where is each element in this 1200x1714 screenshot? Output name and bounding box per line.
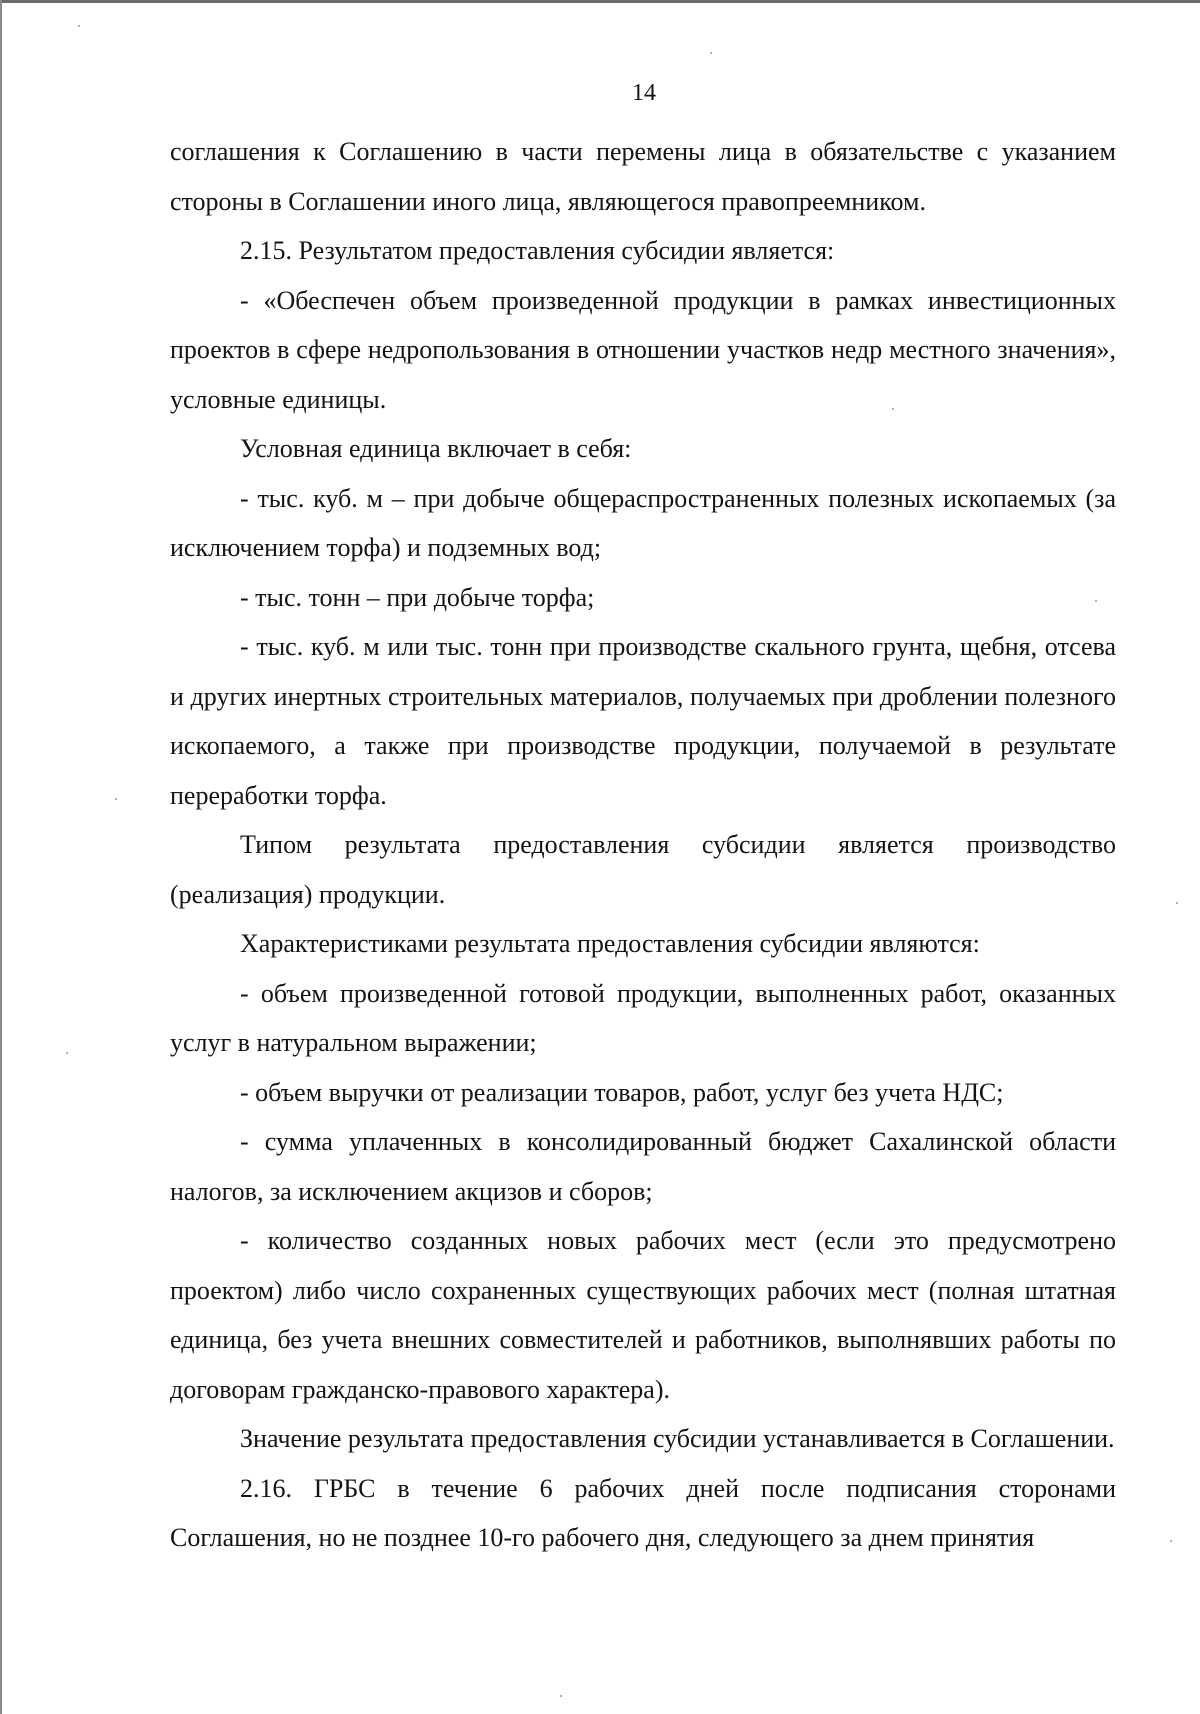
paragraph-8: Типом результата предоставления субсидии является производство (реализация) продукции. (170, 830, 1116, 909)
scan-speck (1095, 600, 1097, 602)
paragraph-1: соглашения к Соглашению в части перемены лица в обязательстве с указанием стороны в Соглашении иного лица, являющегося правопреемником. (170, 137, 1116, 216)
paragraph-13: - количество созданных новых рабочих мест (если это предусмотрено проектом) либо число сохраненных существующих рабочих мест (полная штатная единица, без учета внешних совместителей и работников, выполнявших работы по договорам гражданско-правового характера). (170, 1226, 1116, 1404)
scan-speck (710, 52, 712, 54)
paragraph-2: 2.15. Результатом предоставления субсидии является: (240, 236, 835, 265)
paragraph-15: 2.16. ГРБС в течение 6 рабочих дней после подписания сторонами Соглашения, но не позднее 10-го рабочего дня, следующего за днем принятия (170, 1473, 1116, 1552)
paragraph-6: - тыс. тонн – при добыче торфа; (240, 582, 595, 612)
scan-speck (66, 1052, 68, 1054)
paragraph-14: Значение результата предоставления субсидии устанавливается в Соглашении. (240, 1424, 1115, 1453)
paragraph-10: - объем произведенной готовой продукции, выполненных работ, оказанных услуг в натуральном выражении; (170, 978, 1116, 1057)
scan-speck (560, 1695, 562, 1697)
page-number: 14 (632, 80, 656, 106)
scan-speck (1170, 1540, 1172, 1542)
scan-speck (115, 798, 117, 800)
paragraph-7: - тыс. куб. м или тыс. тонн при производстве скального грунта, щебня, отсева и других инертных строительных материалов, получаемых при дроблении полезного ископаемого, а также при производстве продукции, получаемой в результате переработки торфа. (170, 632, 1116, 810)
scan-top-edge (0, 0, 1200, 3)
paragraph-5: - тыс. куб. м – при добыче общераспространенных полезных ископаемых (за исключением торфа) и подземных вод; (170, 483, 1116, 562)
paragraph-4: Условная единица включает в себя: (240, 434, 632, 463)
paragraph-3: - «Обеспечен объем произведенной продукции в рамках инвестиционных проектов в сфере недропользования в отношении участков недр местного значения», условные единицы. (170, 285, 1116, 414)
paragraph-9: Характеристиками результата предоставления субсидии являются: (240, 929, 980, 958)
paragraph-12: - сумма уплаченных в консолидированный бюджет Сахалинской области налогов, за исключением акцизов и сборов; (170, 1127, 1116, 1206)
scan-speck (1176, 902, 1178, 904)
scan-left-edge (0, 0, 2, 1714)
document-body (170, 127, 1116, 1563)
scan-speck (78, 25, 80, 27)
paragraph-11: - объем выручки от реализации товаров, работ, услуг без учета НДС; (240, 1077, 1004, 1107)
scan-speck (892, 408, 894, 410)
